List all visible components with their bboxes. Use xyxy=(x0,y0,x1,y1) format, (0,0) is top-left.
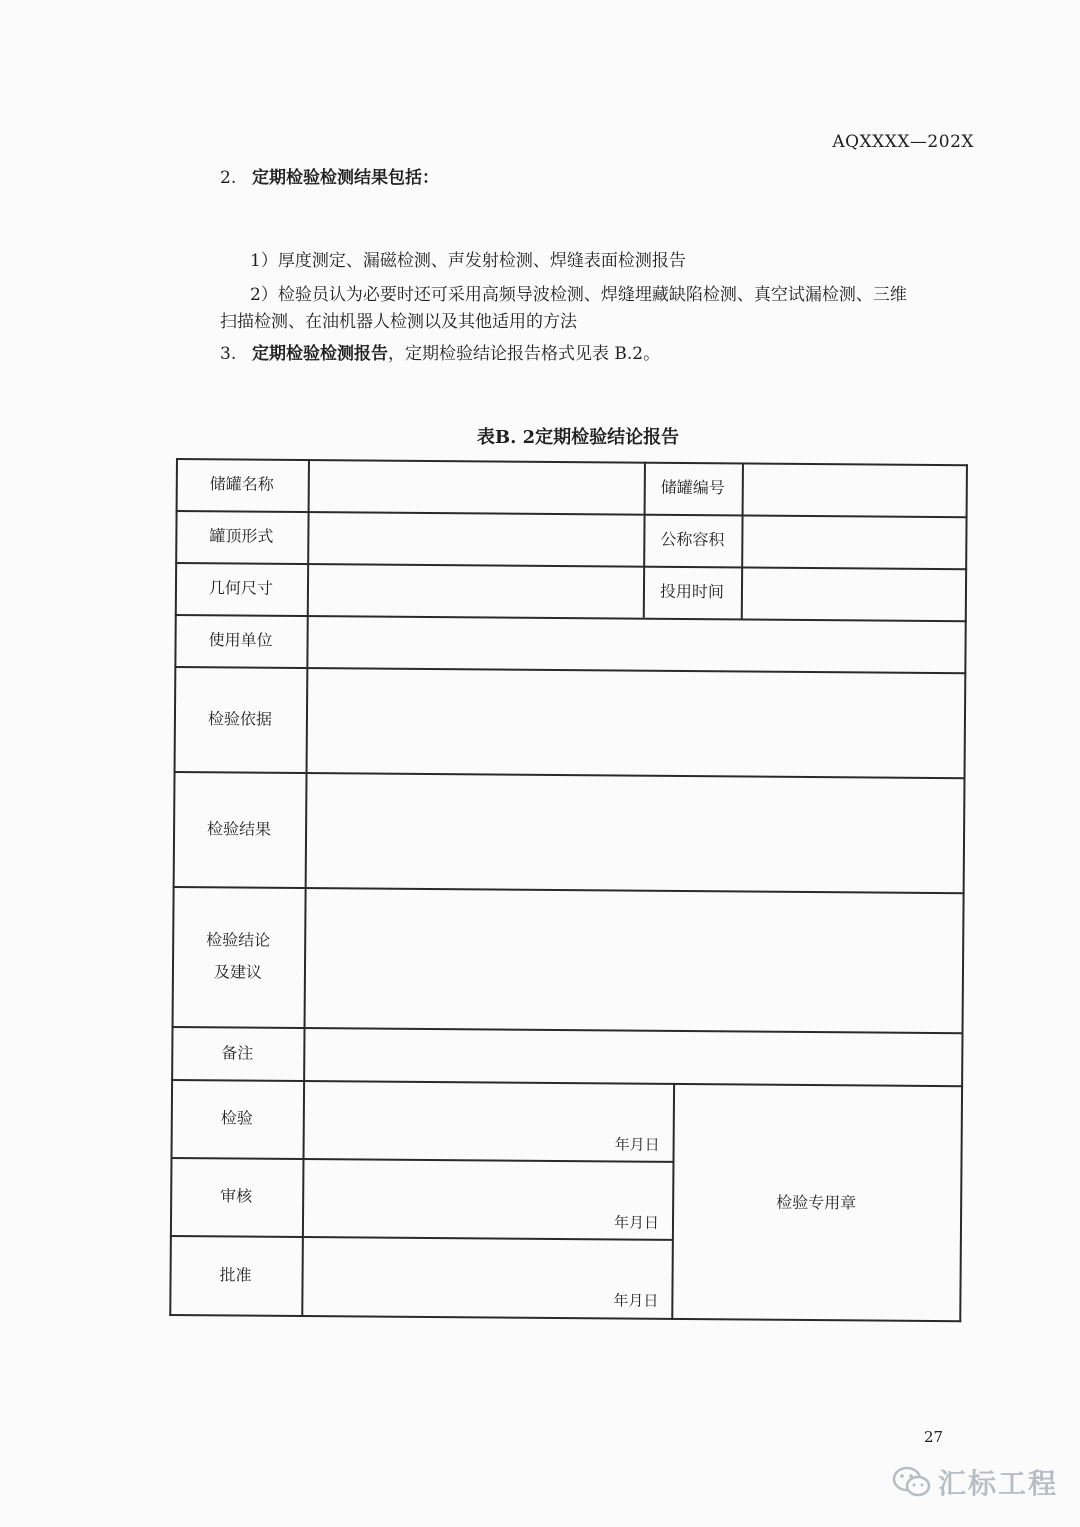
page-number: 27 xyxy=(924,1428,944,1446)
label-tank-name: 储罐名称 xyxy=(209,474,274,494)
date-inspect: 年月日 xyxy=(614,1135,660,1154)
label-tank-no: 储罐编号 xyxy=(660,477,725,498)
label-in-service-time: 投用时间 xyxy=(659,581,725,602)
section-2 xyxy=(220,166,439,190)
sub-item-2: 2）检验员认为必要时还可采用高频导波检测、焊缝埋藏缺陷检测、真空试漏检测、三维 xyxy=(250,285,907,305)
label-inspect: 检验 xyxy=(220,1108,253,1128)
label-review: 审核 xyxy=(220,1186,253,1206)
label-user-unit: 使用单位 xyxy=(208,630,273,650)
label-conclusion-line2: 及建议 xyxy=(213,962,263,982)
watermark xyxy=(892,1462,1058,1502)
sub-item-1: 1）厚度测定、漏磁检测、声发射检测、焊缝表面检测报告 xyxy=(250,251,686,271)
section-number: 3. xyxy=(220,344,237,364)
label-conclusion-line1: 检验结论 xyxy=(206,930,271,950)
date-review: 年月日 xyxy=(613,1213,660,1232)
section-text: ，定期检验结论报告格式见表 B.2。 xyxy=(388,344,661,364)
label-roof-type: 罐顶形式 xyxy=(209,526,274,546)
inspection-report-table xyxy=(169,458,968,1322)
table-caption: 表B. 2定期检验结论报告 xyxy=(476,427,680,448)
section-3 xyxy=(220,342,660,366)
date-approve: 年月日 xyxy=(613,1291,659,1310)
watermark-text: 汇标工程 xyxy=(938,1467,1059,1500)
label-seal: 检验专用章 xyxy=(776,1192,857,1212)
wechat-icon xyxy=(892,1465,932,1499)
label-result: 检验结果 xyxy=(207,818,272,839)
section-title: 定期检验检测结果包括： xyxy=(252,168,439,188)
label-basis: 检验依据 xyxy=(207,708,273,729)
label-conclusion xyxy=(172,886,305,1027)
section-title: 定期检验检测报告 xyxy=(252,344,388,364)
sub-item-2-continued: 扫描检测、在油机器人检测以及其他适用的方法 xyxy=(220,312,577,332)
document-code: AQXXXX—202X xyxy=(832,132,974,152)
label-approve: 批准 xyxy=(219,1265,252,1285)
label-remarks: 备注 xyxy=(221,1042,254,1063)
label-geometry: 几何尺寸 xyxy=(208,578,274,598)
section-number: 2. xyxy=(220,168,237,188)
label-nominal-volume: 公称容积 xyxy=(660,529,725,550)
